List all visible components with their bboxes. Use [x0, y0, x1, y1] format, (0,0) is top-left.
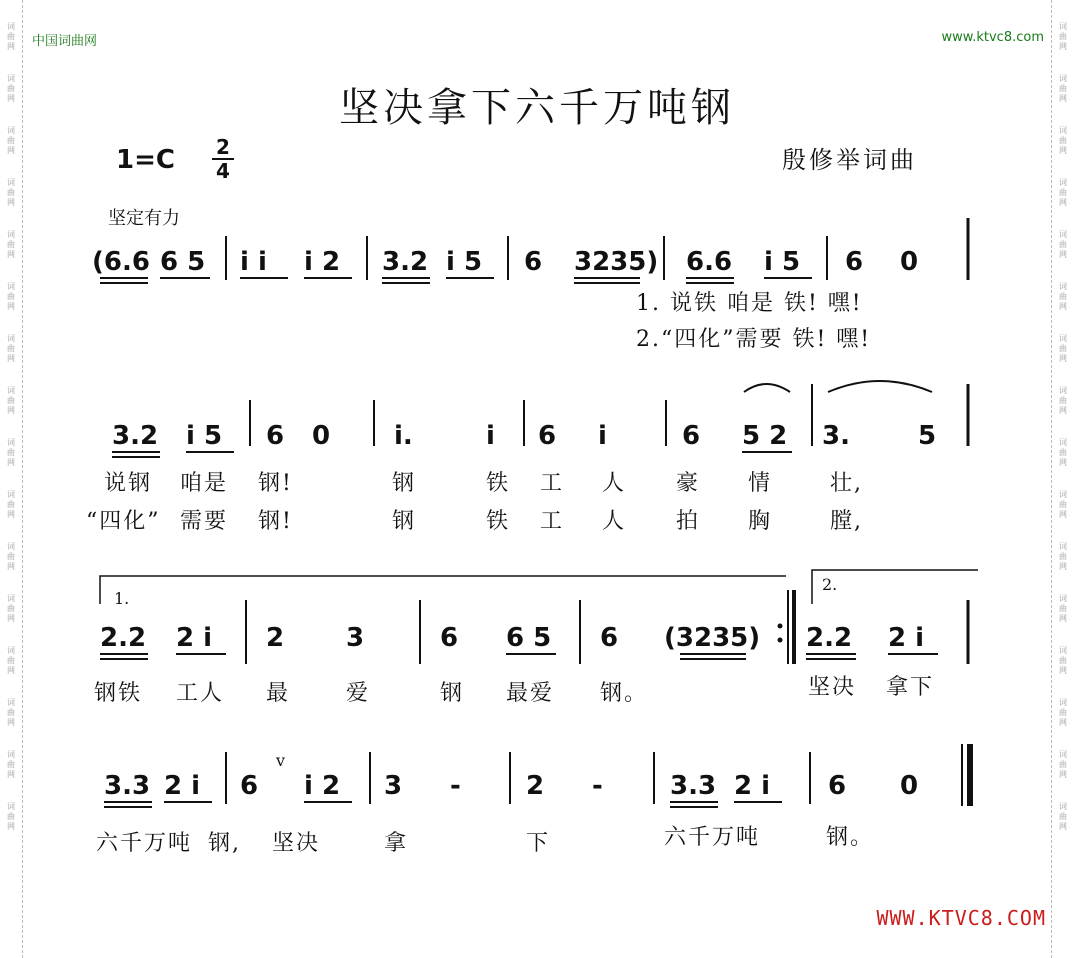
volta-1-label: 1.: [114, 589, 130, 608]
note: 6 5: [160, 247, 206, 277]
watermark-text: 词曲网: [7, 178, 15, 207]
note: i 5: [446, 247, 483, 277]
note: 6: [440, 623, 459, 653]
watermark-text: 词曲网: [7, 386, 15, 415]
lyric: 钢!: [258, 509, 293, 534]
note: i 2: [304, 771, 341, 801]
song-title: 坚决拿下六千万吨钢: [339, 85, 735, 131]
note: i: [486, 421, 495, 451]
lyric: 人: [602, 509, 627, 534]
note: 6: [524, 247, 543, 277]
lyric: 工: [540, 509, 565, 534]
lyric: 拿: [384, 831, 409, 856]
note: 2 i: [176, 623, 213, 653]
volta-2-label: 2.: [822, 575, 838, 594]
lyric: 钢,: [208, 831, 241, 856]
lyric: 坚决: [272, 831, 321, 856]
note: 0: [312, 421, 331, 451]
lyric: 钢铁: [94, 681, 143, 706]
watermark-text: 词曲网: [7, 698, 15, 727]
watermark-text: 词曲网: [7, 646, 15, 675]
meter-bottom: 4: [216, 159, 230, 183]
lyric: 最爱: [506, 681, 555, 706]
watermark-text: 词曲网: [7, 594, 15, 623]
watermark-text: 词曲网: [7, 126, 15, 155]
watermark-text: 词曲网: [1059, 542, 1067, 571]
lyric: 拿下: [886, 675, 935, 700]
lyric: 工人: [176, 681, 225, 706]
watermark-text: 词曲网: [7, 74, 15, 103]
lyric: 下: [526, 831, 551, 856]
note: i: [598, 421, 607, 451]
lyric: 胸: [748, 509, 773, 534]
watermark-text: 词曲网: [1059, 230, 1067, 259]
lyric: 钢: [392, 471, 417, 496]
note: 3235): [574, 247, 659, 277]
note: 6: [240, 771, 259, 801]
lyric: 钢。: [826, 825, 875, 850]
watermark-text: 词曲网: [7, 282, 15, 311]
watermark-text: 词曲网: [1059, 750, 1067, 779]
note: 2 i: [164, 771, 201, 801]
site-url: www.ktvc8.com: [941, 30, 1044, 45]
lyric: 爱: [346, 681, 371, 706]
note: 6: [845, 247, 864, 277]
note: 5: [918, 421, 937, 451]
tempo-marking: 坚定有力: [108, 208, 180, 229]
watermark-text: 词曲网: [1059, 334, 1067, 363]
note: 6: [600, 623, 619, 653]
note: 2.2: [100, 623, 147, 653]
note: i 5: [764, 247, 801, 277]
lyric-verse-1: 1. 说铁 咱是 铁! 嘿!: [636, 291, 863, 316]
watermark-text: 词曲网: [7, 438, 15, 467]
note: 2.2: [806, 623, 853, 653]
site-logo: WWW.KTVC8.COM: [876, 906, 1046, 930]
note: 3: [346, 623, 365, 653]
breath-mark: v: [276, 751, 286, 770]
note: (3235): [664, 623, 761, 653]
song-author: 殷修举词曲: [782, 146, 917, 174]
lyric: 坚决: [808, 675, 857, 700]
watermark-text: 词曲网: [1059, 178, 1067, 207]
lyric: 需要: [180, 509, 229, 534]
note: 0: [900, 771, 919, 801]
note: -: [592, 771, 603, 801]
lyric: 钢!: [258, 471, 293, 496]
watermark-text: 词曲网: [1059, 646, 1067, 675]
watermark-text: 词曲网: [1059, 438, 1067, 467]
watermark-text: 词曲网: [1059, 282, 1067, 311]
note: -: [450, 771, 461, 801]
note: 2 i: [734, 771, 771, 801]
watermark-text: 词曲网: [7, 230, 15, 259]
note: i i: [240, 247, 267, 277]
watermark-text: 词曲网: [1059, 698, 1067, 727]
note: i 2: [304, 247, 341, 277]
note: i.: [394, 421, 413, 451]
lyric: 说钢: [104, 471, 153, 496]
watermark-text: 词曲网: [1059, 386, 1067, 415]
lyric: 钢: [440, 681, 465, 706]
note: 6: [538, 421, 557, 451]
lyric: “四化”: [86, 509, 161, 534]
note: 3: [384, 771, 403, 801]
note: 6: [828, 771, 847, 801]
lyric: 六千万吨: [664, 825, 761, 850]
note: 3.2: [112, 421, 159, 451]
site-name: 中国词曲网: [32, 34, 98, 49]
lyric: 情: [748, 471, 773, 496]
watermark-text: 词曲网: [1059, 594, 1067, 623]
note: 5 2: [742, 421, 788, 451]
watermark-text: 词曲网: [7, 542, 15, 571]
watermark-text: 词曲网: [1059, 74, 1067, 103]
lyric: 六千万吨: [96, 831, 193, 856]
note: 0: [900, 247, 919, 277]
note: 3.2: [382, 247, 429, 277]
lyric: 钢。: [600, 681, 649, 706]
watermark-text: 词曲网: [7, 750, 15, 779]
meter-top: 2: [212, 136, 234, 160]
note: 6: [266, 421, 285, 451]
watermark-text: 词曲网: [1059, 126, 1067, 155]
lyric: 铁: [486, 509, 511, 534]
note: 2: [266, 623, 285, 653]
key-signature: 1=C: [116, 145, 175, 175]
note: 2 i: [888, 623, 925, 653]
lyric: 膛,: [830, 509, 863, 534]
note: 6: [682, 421, 701, 451]
note: 6.6: [686, 247, 733, 277]
watermark-text: 词曲网: [1059, 22, 1067, 51]
lyric: 最: [266, 681, 291, 706]
watermark-text: 词曲网: [1059, 802, 1067, 831]
watermark-text: 词曲网: [7, 490, 15, 519]
lyric: 人: [602, 471, 627, 496]
watermark-text: 词曲网: [7, 334, 15, 363]
lyric: 壮,: [830, 471, 863, 496]
note: 3.3: [670, 771, 717, 801]
lyric: 工: [540, 471, 565, 496]
note: (6.6: [92, 247, 150, 277]
note: 3.3: [104, 771, 151, 801]
note: 2: [526, 771, 545, 801]
lyric: 拍: [676, 509, 701, 534]
watermark-text: 词曲网: [1059, 490, 1067, 519]
lyric-verse-2: 2.“四化”需要 铁! 嘿!: [636, 327, 872, 352]
note: 3.: [822, 421, 850, 451]
lyric: 铁: [486, 471, 511, 496]
note: 6 5: [506, 623, 552, 653]
note: i 5: [186, 421, 223, 451]
watermark-text: 词曲网: [7, 22, 15, 51]
lyric: 豪: [676, 471, 701, 496]
lyric: 钢: [392, 509, 417, 534]
lyric: 咱是: [180, 471, 229, 496]
watermark-text: 词曲网: [7, 802, 15, 831]
